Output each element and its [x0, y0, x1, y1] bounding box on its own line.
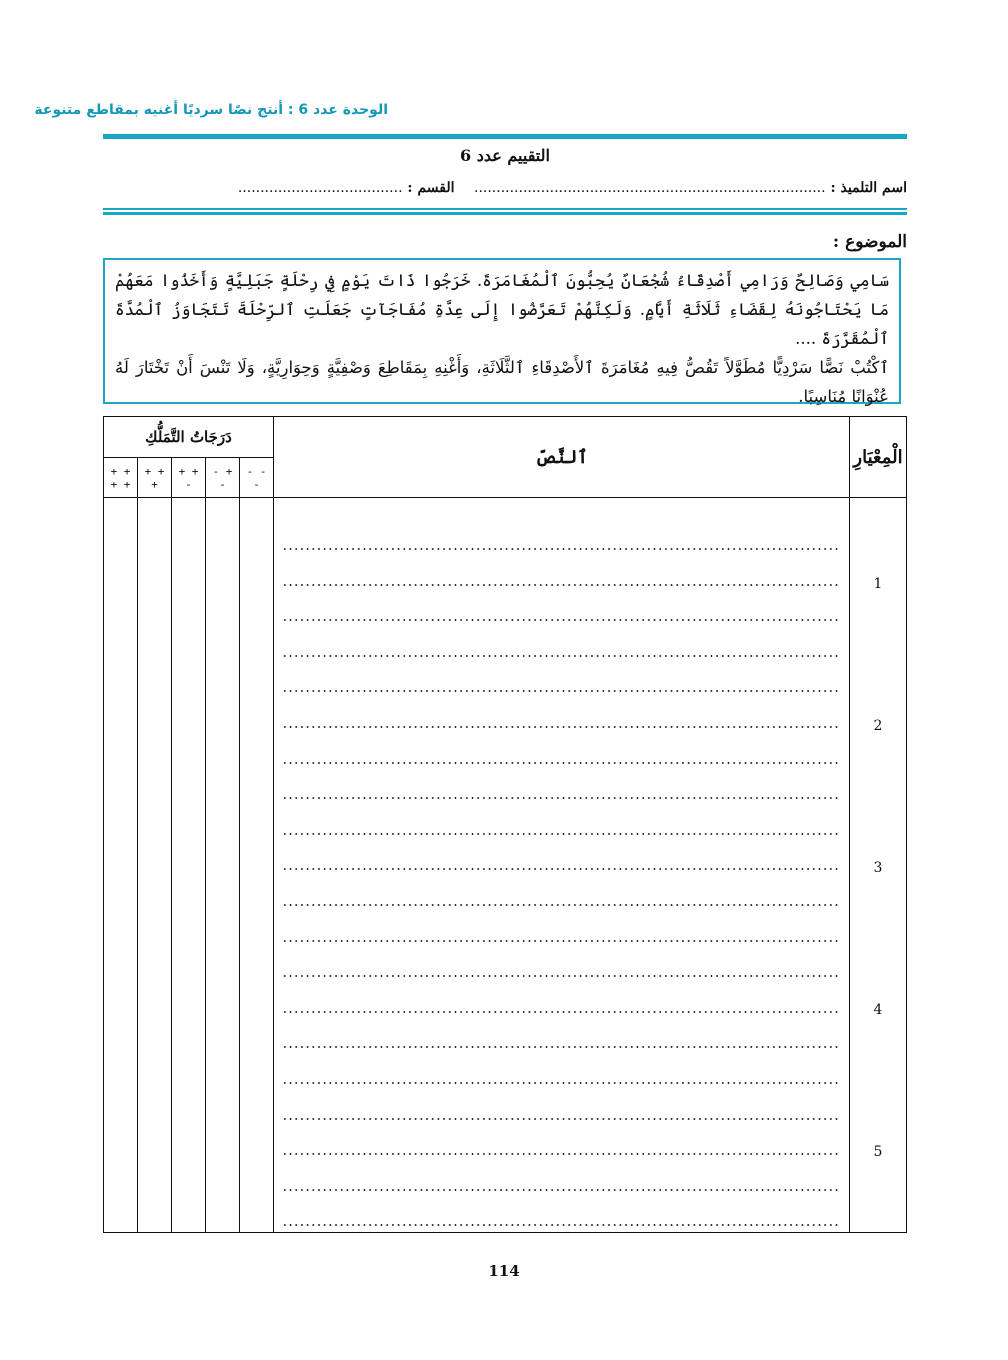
writing-area[interactable]: [274, 498, 850, 1233]
writing-line[interactable]: [282, 904, 841, 906]
topic-box: [103, 258, 901, 404]
criterion-header: الْمِعْيَارِ: [850, 417, 907, 498]
writing-line[interactable]: [282, 548, 841, 550]
header-rule-mid: [103, 208, 907, 210]
page-number: 114: [488, 1262, 520, 1280]
writing-line[interactable]: [282, 975, 841, 977]
header-rule-bottom: [103, 212, 907, 215]
degree-level-4: + + +: [138, 458, 172, 498]
writing-line[interactable]: [282, 797, 841, 799]
student-info-line: [103, 180, 907, 196]
writing-line[interactable]: [282, 619, 841, 621]
assessment-title: التقييم عدد 6: [460, 146, 550, 165]
topic-label: الموضوع :: [832, 232, 907, 252]
criterion-number: 3: [873, 860, 883, 876]
writing-line[interactable]: [282, 655, 841, 657]
writing-line[interactable]: [282, 726, 841, 728]
degrees-header: دَرَجَاتُ التَّمَلُّكِ: [104, 417, 274, 458]
degree-level-1: - - -: [240, 458, 274, 498]
degree-cell[interactable]: [240, 498, 274, 1233]
writing-line[interactable]: [282, 868, 841, 870]
writing-line[interactable]: [282, 1189, 841, 1191]
writing-line[interactable]: [282, 762, 841, 764]
writing-line[interactable]: [282, 940, 841, 942]
criterion-number: 4: [873, 1002, 883, 1018]
writing-line[interactable]: [282, 1082, 841, 1084]
writing-line[interactable]: [282, 833, 841, 835]
criteria-column: [850, 498, 907, 1233]
student-name-field[interactable]: ...............................................................................: [474, 180, 826, 196]
writing-line[interactable]: [282, 1153, 841, 1155]
writing-line[interactable]: [282, 690, 841, 692]
degree-level-5: + + + +: [104, 458, 138, 498]
topic-paragraph-2: ٱكْتُبْ نَصًّا سَرْدِيًّا مُطَوَّلاً تَقُصُّ فِيهِ مُغَامَرَةَ ٱلأَصْدِقَاءِ ٱلثَّلَاثَةِ، وَأَغْنِهِ بِمَقَاطِعَ وَصْفِيَّةٍ وَحِوَارِيَّةٍ، وَلَا تَنْسَ أَنْ تَخْتَارَ لَهُ عُنْوَانًا مُنَاسِبًا.: [115, 358, 889, 406]
text-header: ٱلنَّصّ: [274, 417, 850, 498]
writing-line[interactable]: [282, 1118, 841, 1120]
student-name-label: اسم التلميذ :: [830, 180, 907, 196]
criterion-number: 1: [873, 576, 883, 592]
writing-line[interactable]: [282, 1224, 841, 1226]
degree-cell[interactable]: [104, 498, 138, 1233]
header-rule-top: [103, 134, 907, 139]
writing-line[interactable]: [282, 584, 841, 586]
degree-level-3: + + -: [172, 458, 206, 498]
class-label: القسم :: [407, 180, 455, 196]
writing-line[interactable]: [282, 1011, 841, 1013]
topic-paragraph-1: سَامِي وَصَالِحٌ وَرَامِي أَصْدِقَاءُ شُجْعَانٌ يُحِبُّونَ ٱلْمُغَامَرَةَ. خَرَجُوا ذَاتَ يَوْمٍ فِي رِحْلَةٍ جَبَلِيَّةٍ وَأَخَذُوا مَعَهُمْ مَا يَحْتَاجُونَهُ لِقَضَاءِ ثَلَاثَةِ أَيَّامٍ. وَلَكِنَّهُمْ تَعَرَّضُوا إِلَى عِدَّةِ مُفَاجَآتٍ جَعَلَتِ ٱلرِّحْلَةَ تَتَجَاوَزُ ٱلْمُدَّةَ ٱلْمُقَرَّرَةَ ....: [115, 271, 889, 348]
assessment-table: [103, 416, 907, 1233]
degree-level-2: + - -: [206, 458, 240, 498]
class-field[interactable]: .....................................: [237, 180, 403, 196]
unit-title: الوحدة عدد 6 : أنتج نصًا سرديًا أغنيه بمقاطع متنوعة: [34, 102, 388, 118]
degree-cell[interactable]: [206, 498, 240, 1233]
degree-cell[interactable]: [172, 498, 206, 1233]
writing-line[interactable]: [282, 1046, 841, 1048]
degree-cell[interactable]: [138, 498, 172, 1233]
criterion-number: 2: [873, 718, 883, 734]
criterion-number: 5: [873, 1144, 883, 1160]
